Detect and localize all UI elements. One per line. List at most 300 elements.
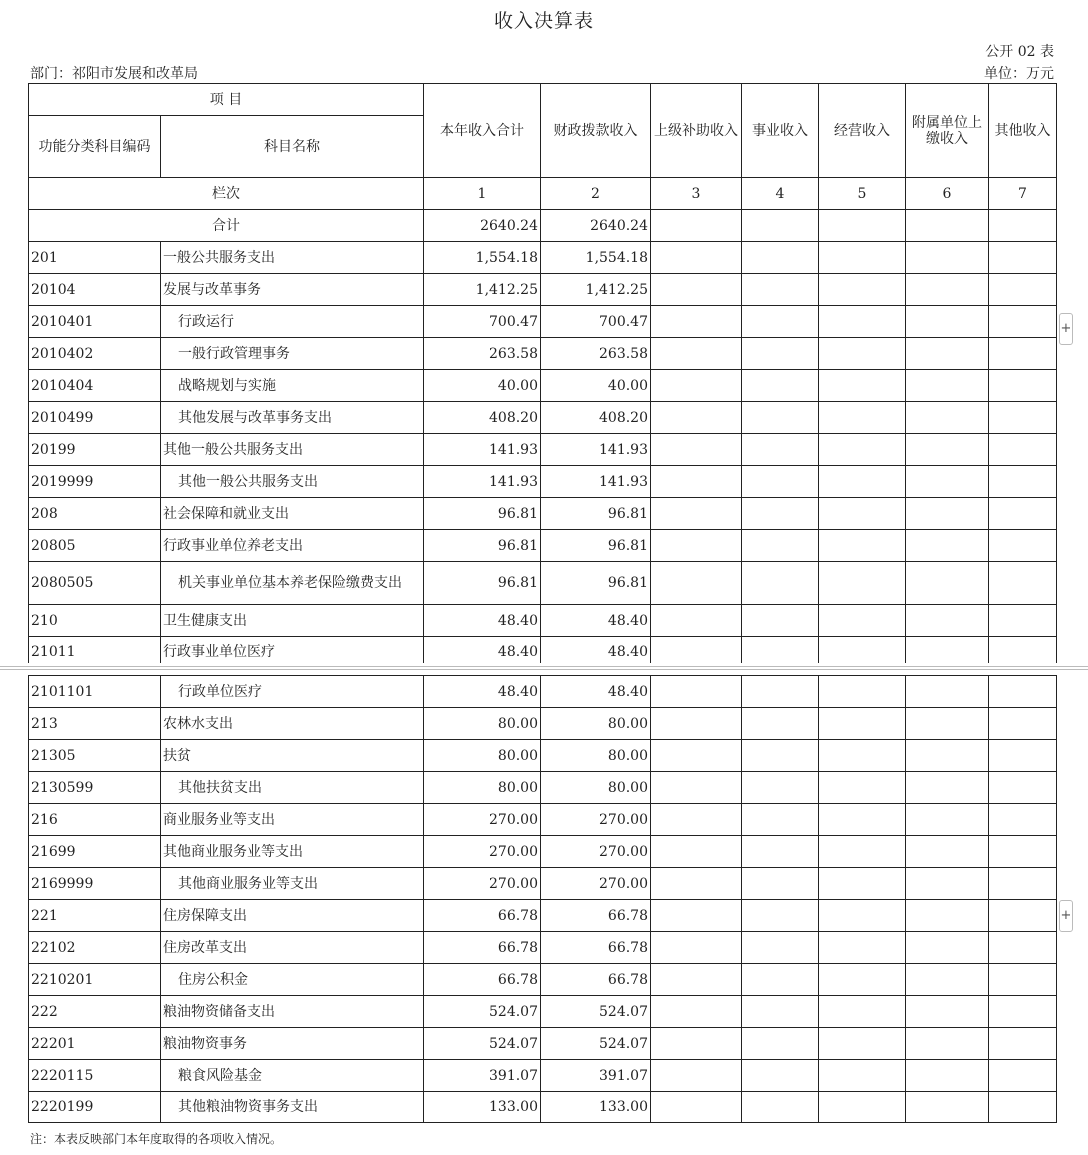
row-fiscal-income: 48.40: [541, 637, 651, 667]
table-row: [29, 562, 1057, 605]
row-empty-cell: [819, 676, 906, 708]
table-row: [29, 530, 1057, 562]
row-empty-cell: [906, 637, 989, 667]
row-fiscal-income: 96.81: [541, 498, 651, 530]
row-fiscal-income: 1,412.25: [541, 274, 651, 306]
row-empty-cell: [906, 836, 989, 868]
row-empty-cell: [906, 466, 989, 498]
table-row: [29, 708, 1057, 740]
row-code: 21011: [29, 637, 161, 667]
row-fiscal-income: 141.93: [541, 466, 651, 498]
income-table-part2: [28, 675, 1057, 1123]
row-code: 20104: [29, 274, 161, 306]
row-fiscal-income: 66.78: [541, 932, 651, 964]
row-empty-cell: [906, 402, 989, 434]
row-name: 发展与改革事务: [161, 274, 424, 306]
row-empty-cell: [906, 676, 989, 708]
row-total-income: 48.40: [424, 605, 541, 637]
row-empty-cell: [819, 1028, 906, 1060]
row-total-income: 133.00: [424, 1092, 541, 1123]
row-empty-cell: [989, 932, 1057, 964]
row-code: 2101101: [29, 676, 161, 708]
row-fiscal-income: 48.40: [541, 605, 651, 637]
row-empty-cell: [906, 370, 989, 402]
row-total-income: 80.00: [424, 740, 541, 772]
row-empty-cell: [819, 868, 906, 900]
row-empty-cell: [906, 900, 989, 932]
table-note: 注：本表反映部门本年度取得的各项收入情况。: [30, 1132, 283, 1146]
row-code: 2130599: [29, 772, 161, 804]
table-row: [29, 1060, 1057, 1092]
row-empty-cell: [651, 370, 742, 402]
row-empty-cell: [989, 434, 1057, 466]
row-name: 一般行政管理事务: [161, 338, 424, 370]
row-name: 其他一般公共服务支出: [161, 434, 424, 466]
row-total-income: 1,554.18: [424, 242, 541, 274]
row-code: 22201: [29, 1028, 161, 1060]
row-empty-cell: [651, 1092, 742, 1123]
row-total-income: 700.47: [424, 306, 541, 338]
row-empty-cell: [819, 708, 906, 740]
row-empty-cell: [989, 562, 1057, 605]
table-row: [29, 498, 1057, 530]
row-empty-cell: [819, 562, 906, 605]
row-empty-cell: [742, 868, 819, 900]
table-row: [29, 836, 1057, 868]
row-empty-cell: [819, 370, 906, 402]
index-1: 1: [424, 178, 541, 210]
row-empty-cell: [742, 708, 819, 740]
table-row: [29, 434, 1057, 466]
row-empty-cell: [819, 932, 906, 964]
row-name: 扶贫: [161, 740, 424, 772]
row-fiscal-income: 270.00: [541, 868, 651, 900]
index-2: 2: [541, 178, 651, 210]
row-empty-cell: [906, 772, 989, 804]
row-empty-cell: [906, 434, 989, 466]
row-name: 其他扶贫支出: [161, 772, 424, 804]
row-empty-cell: [906, 996, 989, 1028]
row-code: 2019999: [29, 466, 161, 498]
table-row: [29, 1028, 1057, 1060]
row-code: 2010499: [29, 402, 161, 434]
row-empty-cell: [742, 836, 819, 868]
row-empty-cell: [742, 434, 819, 466]
row-code: 2220199: [29, 1092, 161, 1123]
row-total-income: 270.00: [424, 804, 541, 836]
row-code: 216: [29, 804, 161, 836]
row-empty-cell: [819, 274, 906, 306]
row-fiscal-income: 524.07: [541, 996, 651, 1028]
row-empty-cell: [651, 402, 742, 434]
table-row: [29, 964, 1057, 996]
table-row: [29, 370, 1057, 402]
row-empty-cell: [906, 274, 989, 306]
row-name: 战略规划与实施: [161, 370, 424, 402]
row-empty-cell: [742, 242, 819, 274]
table-row: [29, 996, 1057, 1028]
total-income-value: 2640.24: [424, 210, 541, 242]
row-empty-cell: [989, 274, 1057, 306]
row-fiscal-income: 40.00: [541, 370, 651, 402]
row-empty-cell: [742, 900, 819, 932]
row-empty-cell: [651, 708, 742, 740]
row-name: 其他发展与改革事务支出: [161, 402, 424, 434]
row-empty-cell: [651, 434, 742, 466]
total-row: [29, 210, 1057, 242]
row-empty-cell: [742, 466, 819, 498]
row-empty-cell: [819, 740, 906, 772]
row-empty-cell: [906, 964, 989, 996]
row-empty-cell: [989, 708, 1057, 740]
row-name: 其他商业服务业等支出: [161, 836, 424, 868]
row-code: 2080505: [29, 562, 161, 605]
row-empty-cell: [742, 772, 819, 804]
row-empty-cell: [989, 1060, 1057, 1092]
row-total-income: 96.81: [424, 498, 541, 530]
row-empty-cell: [651, 562, 742, 605]
row-empty-cell: [819, 804, 906, 836]
table-row: [29, 242, 1057, 274]
row-empty-cell: [742, 804, 819, 836]
row-total-income: 80.00: [424, 708, 541, 740]
table-row: [29, 1092, 1057, 1123]
row-empty-cell: [906, 338, 989, 370]
index-6: 6: [906, 178, 989, 210]
row-total-income: 66.78: [424, 932, 541, 964]
row-total-income: 48.40: [424, 637, 541, 667]
row-name: 其他粮油物资事务支出: [161, 1092, 424, 1123]
table-row: [29, 637, 1057, 667]
row-empty-cell: [651, 676, 742, 708]
row-empty-cell: [742, 498, 819, 530]
row-fiscal-income: 263.58: [541, 338, 651, 370]
row-name: 住房公积金: [161, 964, 424, 996]
row-empty-cell: [989, 900, 1057, 932]
table-row: [29, 932, 1057, 964]
row-fiscal-income: 48.40: [541, 676, 651, 708]
header-business-income: 事业收入: [742, 84, 819, 178]
row-empty-cell: [906, 498, 989, 530]
row-empty-cell: [906, 306, 989, 338]
row-name: 粮油物资储备支出: [161, 996, 424, 1028]
row-empty-cell: [742, 996, 819, 1028]
row-fiscal-income: 96.81: [541, 530, 651, 562]
row-code: 208: [29, 498, 161, 530]
row-empty-cell: [651, 772, 742, 804]
row-fiscal-income: 80.00: [541, 708, 651, 740]
row-empty-cell: [989, 402, 1057, 434]
row-empty-cell: [651, 338, 742, 370]
row-empty-cell: [651, 740, 742, 772]
row-empty-cell: [906, 242, 989, 274]
row-code: 20805: [29, 530, 161, 562]
row-total-income: 141.93: [424, 466, 541, 498]
row-empty-cell: [989, 498, 1057, 530]
row-name: 一般公共服务支出: [161, 242, 424, 274]
row-empty-cell: [819, 402, 906, 434]
row-empty-cell: [819, 530, 906, 562]
table-row: [29, 306, 1057, 338]
row-total-income: 96.81: [424, 530, 541, 562]
row-name: 农林水支出: [161, 708, 424, 740]
row-fiscal-income: 141.93: [541, 434, 651, 466]
header-other-income: 其他收入: [989, 84, 1057, 178]
table-row: [29, 772, 1057, 804]
index-4: 4: [742, 178, 819, 210]
row-empty-cell: [742, 932, 819, 964]
unit-label: 单位：万元: [984, 66, 1054, 82]
row-empty-cell: [989, 804, 1057, 836]
row-code: 21699: [29, 836, 161, 868]
row-name: 行政单位医疗: [161, 676, 424, 708]
row-empty-cell: [742, 274, 819, 306]
row-empty-cell: [819, 605, 906, 637]
row-empty-cell: [989, 605, 1057, 637]
row-code: 22102: [29, 932, 161, 964]
row-empty-cell: [651, 1060, 742, 1092]
row-fiscal-income: 66.78: [541, 900, 651, 932]
table-row: [29, 900, 1057, 932]
row-empty-cell: [819, 900, 906, 932]
row-empty-cell: [989, 1028, 1057, 1060]
index-7: 7: [989, 178, 1057, 210]
row-total-income: 270.00: [424, 868, 541, 900]
row-name: 粮油物资事务: [161, 1028, 424, 1060]
row-empty-cell: [906, 740, 989, 772]
row-total-income: 391.07: [424, 1060, 541, 1092]
row-fiscal-income: 80.00: [541, 740, 651, 772]
row-code: 222: [29, 996, 161, 1028]
row-empty-cell: [651, 900, 742, 932]
row-empty-cell: [819, 306, 906, 338]
row-empty-cell: [906, 868, 989, 900]
row-total-income: 66.78: [424, 900, 541, 932]
header-code: 功能分类科目编码: [29, 116, 161, 178]
row-empty-cell: [651, 530, 742, 562]
row-empty-cell: [906, 708, 989, 740]
row-total-income: 66.78: [424, 964, 541, 996]
row-name: 粮食风险基金: [161, 1060, 424, 1092]
row-empty-cell: [651, 274, 742, 306]
row-total-income: 141.93: [424, 434, 541, 466]
header-affiliated-income: 附属单位上缴收入: [906, 84, 989, 178]
row-total-income: 1,412.25: [424, 274, 541, 306]
row-fiscal-income: 408.20: [541, 402, 651, 434]
row-empty-cell: [651, 466, 742, 498]
header-operating-income: 经营收入: [819, 84, 906, 178]
row-code: 221: [29, 900, 161, 932]
row-total-income: 80.00: [424, 772, 541, 804]
page-title: 收入决算表: [493, 10, 594, 32]
table-row: [29, 804, 1057, 836]
row-empty-cell: [742, 1028, 819, 1060]
row-empty-cell: [989, 1092, 1057, 1123]
row-empty-cell: [819, 498, 906, 530]
row-empty-cell: [742, 740, 819, 772]
row-empty-cell: [742, 562, 819, 605]
row-empty-cell: [651, 605, 742, 637]
index-3: 3: [651, 178, 742, 210]
row-empty-cell: [651, 932, 742, 964]
row-total-income: 96.81: [424, 562, 541, 605]
row-fiscal-income: 133.00: [541, 1092, 651, 1123]
row-empty-cell: [989, 370, 1057, 402]
row-empty-cell: [651, 637, 742, 667]
row-code: 2210201: [29, 964, 161, 996]
row-fiscal-income: 700.47: [541, 306, 651, 338]
row-total-income: 408.20: [424, 402, 541, 434]
header-total-income: 本年收入合计: [424, 84, 541, 178]
row-code: 2010404: [29, 370, 161, 402]
row-empty-cell: [906, 1028, 989, 1060]
row-code: 21305: [29, 740, 161, 772]
row-empty-cell: [819, 964, 906, 996]
header-name: 科目名称: [161, 116, 424, 178]
row-empty-cell: [651, 804, 742, 836]
total-label: 合计: [29, 210, 424, 242]
row-name: 住房改革支出: [161, 932, 424, 964]
row-empty-cell: [742, 605, 819, 637]
row-empty-cell: [742, 530, 819, 562]
table-row: [29, 402, 1057, 434]
row-total-income: 40.00: [424, 370, 541, 402]
row-empty-cell: [989, 772, 1057, 804]
row-name: 行政事业单位医疗: [161, 637, 424, 667]
row-empty-cell: [989, 242, 1057, 274]
row-code: 2010401: [29, 306, 161, 338]
row-fiscal-income: 80.00: [541, 772, 651, 804]
row-empty-cell: [819, 1060, 906, 1092]
index-5: 5: [819, 178, 906, 210]
row-empty-cell: [651, 836, 742, 868]
row-fiscal-income: 96.81: [541, 562, 651, 605]
row-empty-cell: [989, 836, 1057, 868]
row-name: 住房保障支出: [161, 900, 424, 932]
row-empty-cell: [989, 466, 1057, 498]
row-empty-cell: [989, 338, 1057, 370]
row-total-income: 263.58: [424, 338, 541, 370]
row-name: 机关事业单位基本养老保险缴费支出: [161, 562, 424, 605]
row-empty-cell: [819, 637, 906, 667]
row-total-income: 524.07: [424, 996, 541, 1028]
row-empty-cell: [906, 605, 989, 637]
row-empty-cell: [819, 996, 906, 1028]
row-code: 2010402: [29, 338, 161, 370]
index-row: [29, 178, 1057, 210]
row-fiscal-income: 1,554.18: [541, 242, 651, 274]
row-name: 其他一般公共服务支出: [161, 466, 424, 498]
table-row: [29, 274, 1057, 306]
row-empty-cell: [651, 498, 742, 530]
row-name: 行政事业单位养老支出: [161, 530, 424, 562]
income-table-part1: [28, 83, 1057, 667]
row-empty-cell: [819, 836, 906, 868]
row-empty-cell: [906, 562, 989, 605]
row-empty-cell: [989, 868, 1057, 900]
table-row: [29, 466, 1057, 498]
row-empty-cell: [989, 996, 1057, 1028]
row-code: 2169999: [29, 868, 161, 900]
row-empty-cell: [819, 772, 906, 804]
table-row: [29, 676, 1057, 708]
row-empty-cell: [651, 242, 742, 274]
row-empty-cell: [742, 338, 819, 370]
row-total-income: 48.40: [424, 676, 541, 708]
row-empty-cell: [742, 676, 819, 708]
row-code: 210: [29, 605, 161, 637]
header-item: 项 目: [29, 84, 424, 116]
row-empty-cell: [742, 964, 819, 996]
row-empty-cell: [989, 306, 1057, 338]
row-name: 行政运行: [161, 306, 424, 338]
row-empty-cell: [989, 637, 1057, 667]
index-label: 栏次: [29, 178, 424, 210]
row-empty-cell: [819, 242, 906, 274]
row-empty-cell: [651, 1028, 742, 1060]
row-empty-cell: [742, 402, 819, 434]
header-superior-subsidy: 上级补助收入: [651, 84, 742, 178]
row-empty-cell: [906, 530, 989, 562]
row-total-income: 524.07: [424, 1028, 541, 1060]
row-empty-cell: [906, 1060, 989, 1092]
row-empty-cell: [819, 466, 906, 498]
expand-plus-icon[interactable]: +: [1059, 313, 1073, 345]
expand-plus-icon[interactable]: +: [1059, 900, 1073, 932]
row-fiscal-income: 391.07: [541, 1060, 651, 1092]
total-fiscal-value: 2640.24: [541, 210, 651, 242]
row-code: 213: [29, 708, 161, 740]
row-empty-cell: [742, 1060, 819, 1092]
row-empty-cell: [742, 1092, 819, 1123]
row-empty-cell: [742, 306, 819, 338]
row-empty-cell: [651, 964, 742, 996]
row-empty-cell: [989, 964, 1057, 996]
row-name: 商业服务业等支出: [161, 804, 424, 836]
table-row: [29, 868, 1057, 900]
table-row: [29, 338, 1057, 370]
row-name: 其他商业服务业等支出: [161, 868, 424, 900]
row-empty-cell: [651, 306, 742, 338]
table-row: [29, 605, 1057, 637]
row-fiscal-income: 270.00: [541, 804, 651, 836]
header-fiscal-income: 财政拨款收入: [541, 84, 651, 178]
row-empty-cell: [742, 370, 819, 402]
row-empty-cell: [906, 1092, 989, 1123]
row-fiscal-income: 270.00: [541, 836, 651, 868]
row-empty-cell: [651, 868, 742, 900]
department-label: 部门：祁阳市发展和改革局: [30, 66, 198, 82]
row-code: 201: [29, 242, 161, 274]
form-number: 公开 02 表: [985, 44, 1054, 60]
row-fiscal-income: 66.78: [541, 964, 651, 996]
row-name: 卫生健康支出: [161, 605, 424, 637]
row-total-income: 270.00: [424, 836, 541, 868]
row-empty-cell: [819, 338, 906, 370]
row-empty-cell: [742, 637, 819, 667]
row-empty-cell: [819, 1092, 906, 1123]
row-code: 2220115: [29, 1060, 161, 1092]
row-code: 20199: [29, 434, 161, 466]
row-empty-cell: [906, 932, 989, 964]
row-empty-cell: [989, 530, 1057, 562]
row-empty-cell: [651, 996, 742, 1028]
row-empty-cell: [989, 676, 1057, 708]
row-empty-cell: [906, 804, 989, 836]
row-name: 社会保障和就业支出: [161, 498, 424, 530]
page-break-divider: [0, 663, 1088, 673]
table-row: [29, 740, 1057, 772]
